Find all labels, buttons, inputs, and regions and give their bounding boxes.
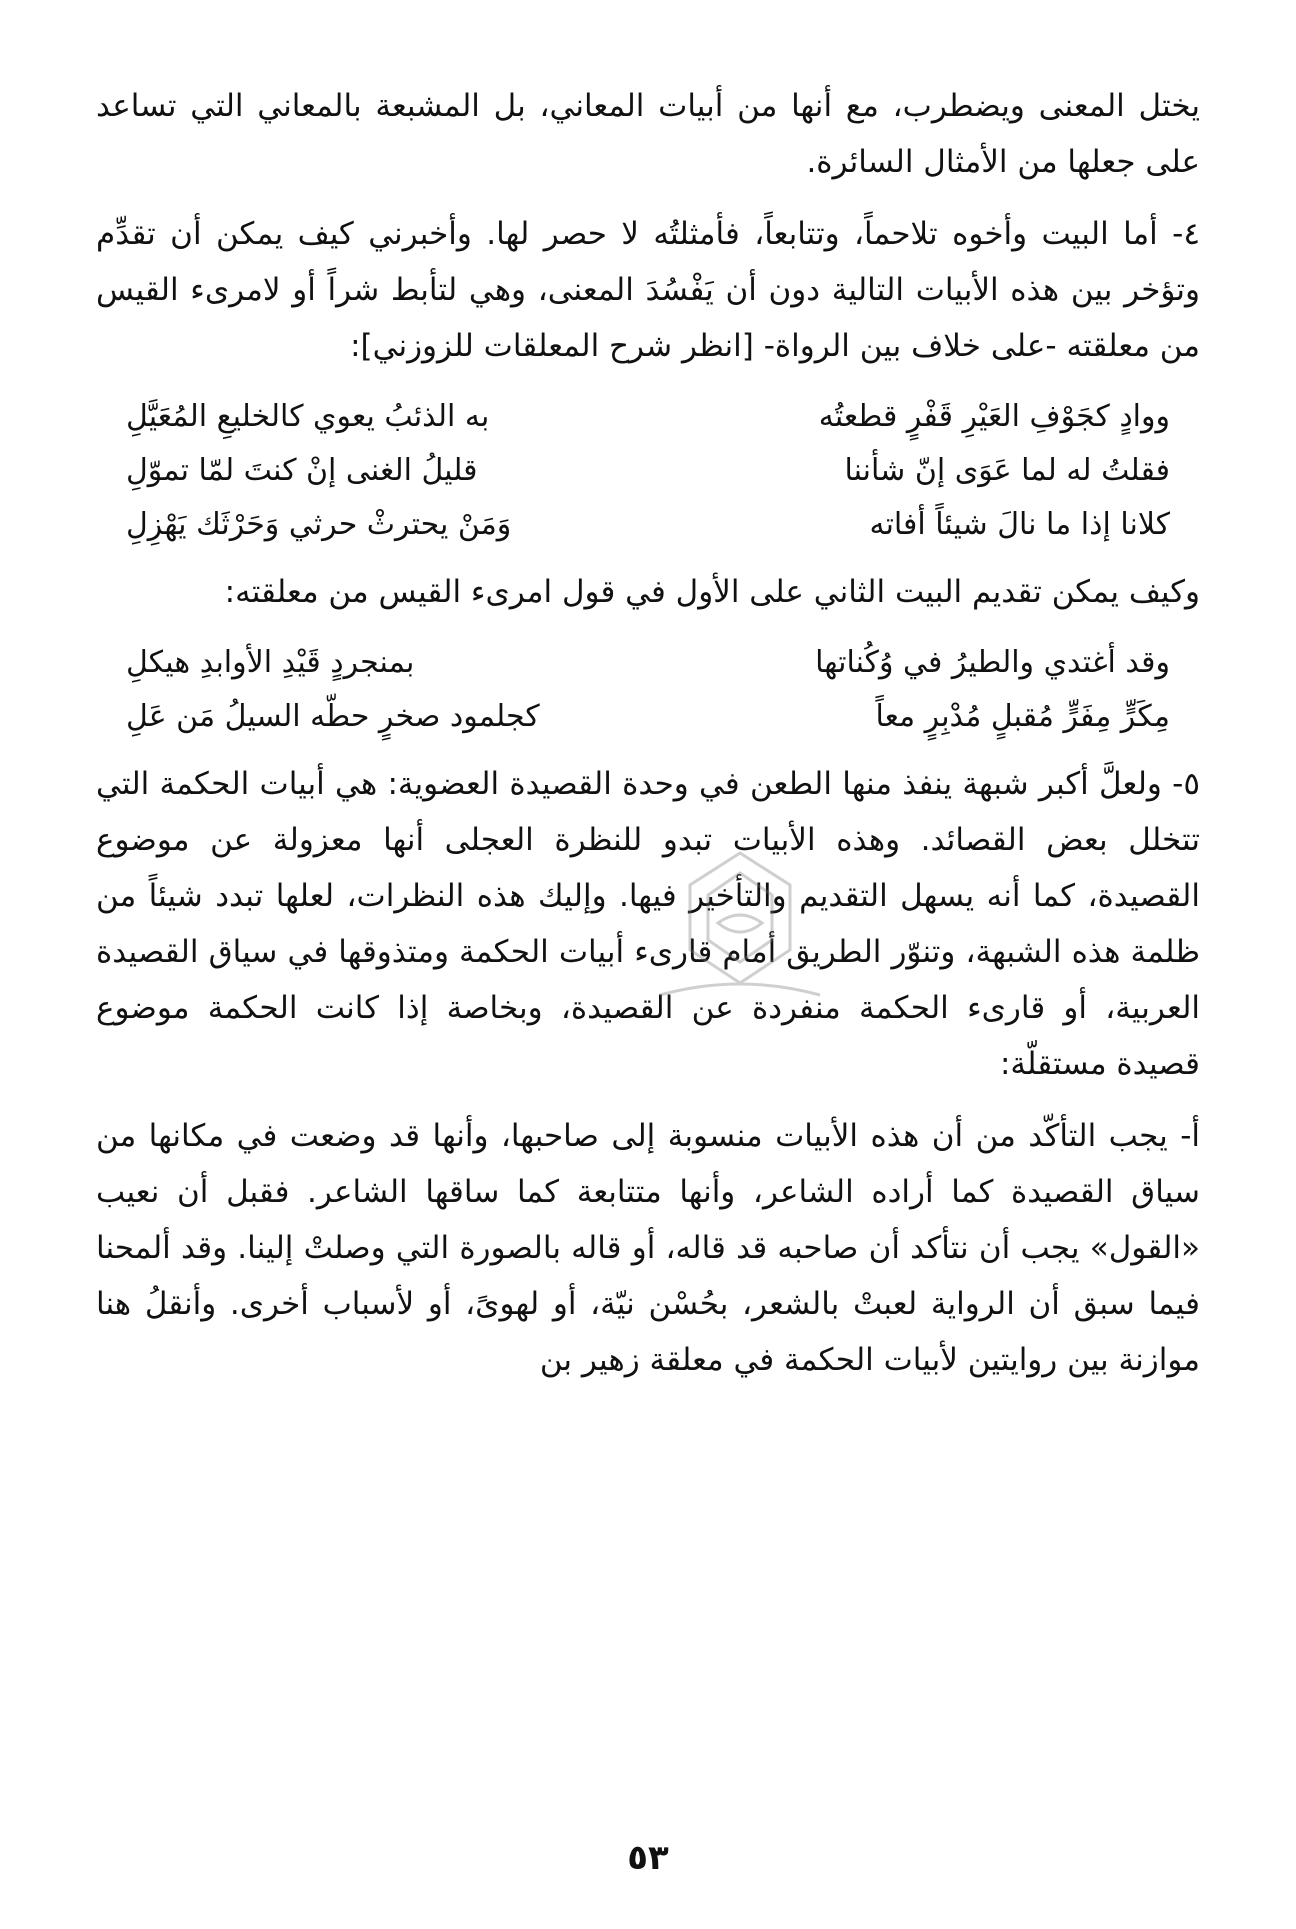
verse-first-hemistich: فقلتُ له لما عَوَى إنّ شأننا — [844, 453, 1170, 488]
verse-second-hemistich: بمنجردٍ قَيْدِ الأوابدِ هيكلِ — [126, 645, 415, 680]
paragraph-point-4: ٤- أما البيت وأخوه تلاحماً، وتتابعاً، فأمثلتُه لا حصر لها. وأخبرني كيف يمكن أن تقدِّم وتؤخر بين هذه الأبيات التالية دون أن يَفْسُدَ المعنى، وهي لتأبط شراً أو لامرىء القيس من معلقته -على خلاف بين الرواة- [انظر شرح المعلقات للزوزني]: — [96, 216, 1200, 364]
body-text — [96, 756, 1200, 1388]
verse-first-hemistich: ووادٍ كجَوْفِ العَيْرِ قَفْرٍ قطعتُه — [818, 399, 1170, 434]
paragraph-continuation: يختل المعنى ويضطرب، مع أنها من أبيات المعاني، بل المشبعة بالمعاني التي تساعد على جعلها من الأمثال السائرة. — [96, 88, 1200, 180]
poem-imru-al-qais — [126, 636, 1170, 744]
verse-first-hemistich: كلانا إذا ما نالَ شيئاً أفاته — [869, 507, 1170, 542]
poem-verse — [126, 498, 1170, 552]
body-text — [96, 564, 1200, 620]
page-number: ٥٣ — [627, 1838, 669, 1878]
poem-verse — [126, 690, 1170, 744]
poem-verse — [126, 636, 1170, 690]
verse-second-hemistich: كجلمود صخرٍ حطّه السيلُ مَن عَلِ — [126, 699, 540, 734]
paragraph-question: وكيف يمكن تقديم البيت الثاني على الأول في قول امرىء القيس من معلقته: — [224, 574, 1200, 610]
verse-first-hemistich: وقد أغتدي والطيرُ في وُكُناتها — [815, 645, 1170, 680]
paragraph-point-a: أ- يجب التأكّد من أن هذه الأبيات منسوبة إلى صاحبها، وأنها قد وضعت في مكانها من سياق القصيدة كما أراده الشاعر، وأنها متتابعة كما ساقها الشاعر. فقبل أن نعيب «القول» يجب أن نتأكد أن صاحبه قد قاله، أو قاله بالصورة التي وصلتْ إلينا. وقد ألمحنا فيما سبق أن الرواية لعبتْ بالشعر، بحُسْن نيّة، أو لهوىً، أو لأسباب أخرى. وأنقلُ هنا موازنة بين روايتين لأبيات الحكمة في معلقة زهير بن — [96, 1118, 1200, 1378]
body-text — [96, 78, 1200, 374]
verse-first-hemistich: مِكَرٍّ مِفَرٍّ مُقبلٍ مُدْبِرٍ معاً — [875, 699, 1170, 734]
paragraph-point-5: ٥- ولعلَّ أكبر شبهة ينفذ منها الطعن في وحدة القصيدة العضوية: هي أبيات الحكمة التي تتخلل بعض القصائد. وهذه الأبيات تبدو للنظرة العجلى أنها معزولة عن موضوع القصيدة، كما أنه يسهل التقديم والتأخير فيها. وإليك هذه النظرات، لعلها تبدد شيئاً من ظلمة هذه الشبهة، وتنوّر الطريق أمام قارىء أبيات الحكمة ومتذوقها في سياق القصيدة العربية، أو قارىء الحكمة منفردة عن القصيدة، وبخاصة إذا كانت الحكمة موضوع قصيدة مستقلّة: — [96, 766, 1200, 1082]
verse-second-hemistich: وَمَنْ يحترثْ حرثي وَحَرْثَك يَهْزِلِ — [126, 507, 512, 542]
poem-tabatta-sharran — [126, 390, 1170, 552]
poem-verse — [126, 444, 1170, 498]
verse-second-hemistich: به الذئبُ يعوي كالخليعِ المُعَيَّلِ — [126, 399, 490, 434]
poem-verse — [126, 390, 1170, 444]
verse-second-hemistich: قليلُ الغنى إنْ كنتَ لمّا تموّلِ — [126, 453, 478, 488]
